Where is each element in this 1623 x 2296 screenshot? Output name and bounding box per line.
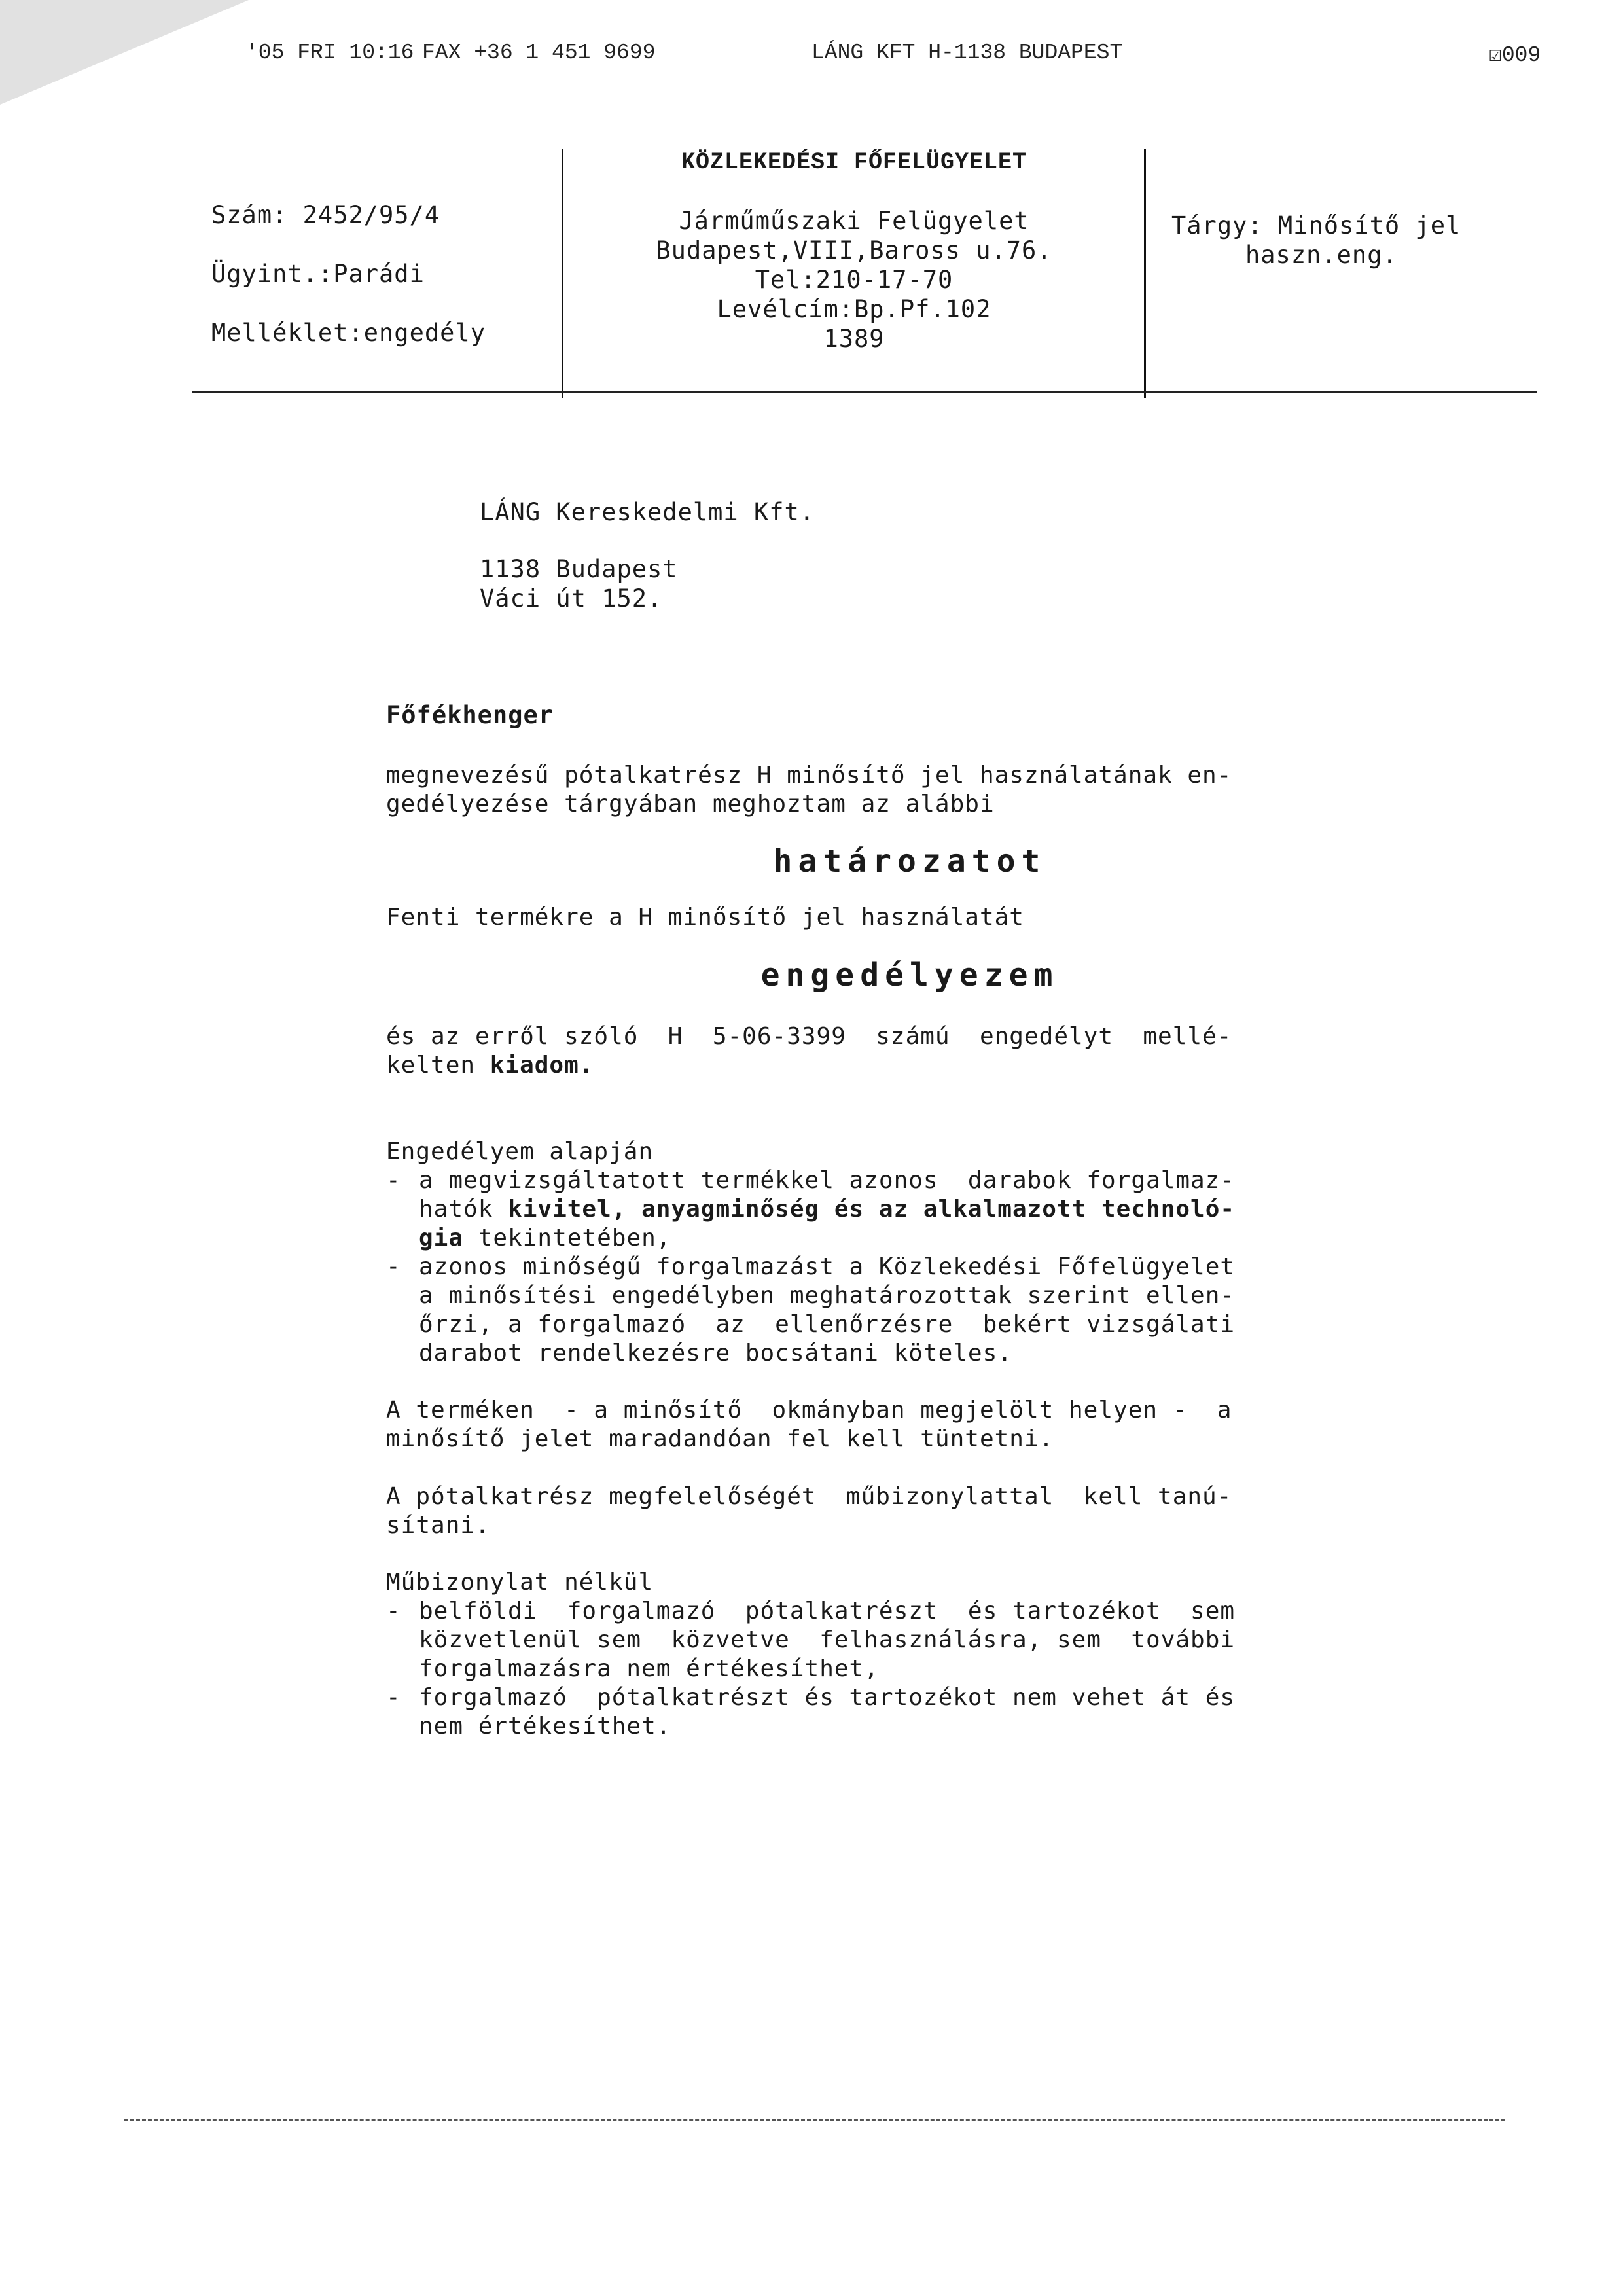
basis-item-1 [386, 1166, 1433, 1253]
issue-line-2-text: kelten [386, 1052, 490, 1079]
without-item-1-line-2: közvetlenül sem közvetve felhasználásra, sem további [419, 1626, 1236, 1653]
without-item-1-line-3: forgalmazásra nem értékesíthet, [419, 1655, 879, 1682]
statement-line: Fenti termékre a H minősítő jel használatát [386, 904, 1024, 931]
agency-mail: Levélcím:Bp.Pf.102 [717, 295, 991, 323]
issue-line-2-bold: kiadom. [490, 1052, 594, 1079]
letterhead-bottom-rule [192, 391, 1537, 393]
intro-line-1: megnevezésű pótalkatrész H minősítő jel használatának en- [386, 762, 1232, 789]
basis-item-1-line-2-bold: kivitel, anyagminőség és az alkalmazott technoló- [508, 1196, 1236, 1223]
conformity-line-1: A pótalkatrész megfelelőségét műbizonylattal kell tanú- [386, 1483, 1232, 1510]
fax-sender: LÁNG KFT H-1138 BUDAPEST [812, 41, 1123, 65]
letterhead-divider-left [562, 149, 563, 398]
issue-line-1: és az erről szóló H 5-06-3399 számú engedélyt mellé- [386, 1023, 1232, 1050]
product-name: Főfékhenger [386, 701, 554, 729]
list-dash: - [386, 1253, 401, 1280]
subject-line-2: haszn.eng. [1245, 241, 1398, 269]
list-dash: - [386, 1684, 401, 1711]
letterhead-divider-right [1144, 149, 1146, 398]
fax-page-mark: ☑009 [1489, 43, 1541, 67]
basis-item-1-line-3 [419, 1224, 1235, 1253]
basis-list [386, 1166, 1433, 1368]
decision-heading: határozatot [773, 843, 1046, 880]
marking-line-2: minősítő jelet maradandóan fel kell tüntetni. [386, 1426, 1054, 1452]
department: Járműműszaki Felügyelet [679, 207, 1029, 235]
basis-heading-text: Engedélyem alapján [386, 1138, 654, 1165]
scan-corner-shadow [0, 0, 249, 105]
agency-postcode: 1389 [823, 325, 885, 353]
conformity-line-2: sítani. [386, 1512, 490, 1539]
subject-line-1: Tárgy: Minősítő jel [1171, 211, 1461, 240]
basis-item-2-line-3: őrzi, a forgalmazó az ellenőrzésre bekért vizsgálati [419, 1311, 1236, 1338]
agency-name: KÖZLEKEDÉSI FŐFELÜGYELET [681, 149, 1027, 175]
clerk: Ügyint.:Parádi [211, 260, 425, 288]
verb-heading: engedélyezem [760, 957, 1059, 994]
basis-item-1-line-2-text: hatók [419, 1196, 508, 1223]
statement-paragraph [386, 903, 1433, 932]
recipient-street: Váci út 152. [480, 584, 663, 613]
basis-item-2-line-2: a minősítési engedélyben meghatározottak szerint ellen- [419, 1282, 1236, 1309]
without-item-1 [386, 1597, 1433, 1683]
ref-number: Szám: 2452/95/4 [211, 201, 440, 229]
agency-address: Budapest,VIII,Baross u.76. [656, 236, 1052, 264]
list-dash: - [386, 1598, 401, 1624]
recipient-city: 1138 Budapest [480, 555, 678, 583]
fax-number: FAX +36 1 451 9699 [422, 41, 656, 65]
without-item-2-line-1: forgalmazó pótalkatrészt és tartozékot nem vehet át és [419, 1684, 1236, 1711]
basis-item-1-line-3-bold: gia [419, 1225, 464, 1251]
without-item-2 [386, 1683, 1433, 1741]
basis-item-1-line-2 [419, 1195, 1235, 1224]
basis-item-2-line-1: azonos minőségű forgalmazást a Közlekedési Főfelügyelet [419, 1253, 1236, 1280]
basis-heading [386, 1138, 1433, 1166]
issue-line-2 [386, 1051, 1433, 1080]
fax-tear-line [124, 2119, 1505, 2123]
without-item-2-line-2: nem értékesíthet. [419, 1713, 671, 1740]
issue-paragraph [386, 1022, 1433, 1080]
fax-header [245, 41, 1574, 71]
marking-line-1: A terméken - a minősítő okmányban megjelölt helyen - a [386, 1397, 1232, 1424]
basis-item-1-line-3-text: tekintetében, [463, 1225, 671, 1251]
marking-paragraph [386, 1396, 1433, 1454]
basis-item-1-line-1: a megvizsgáltatott termékkel azonos darabok forgalmaz- [419, 1167, 1236, 1194]
fax-date-time: '05 FRI 10:16 [245, 41, 414, 65]
intro-line-2: gedélyezése tárgyában meghoztam az alábbi [386, 791, 995, 817]
recipient-name: LÁNG Kereskedelmi Kft. [480, 498, 815, 526]
without-item-1-line-1: belföldi forgalmazó pótalkatrészt és tartozékot sem [419, 1598, 1236, 1624]
list-dash: - [386, 1167, 401, 1194]
attachment: Melléklet:engedély [211, 319, 486, 347]
agency-phone: Tel:210-17-70 [755, 266, 954, 294]
without-list [386, 1597, 1433, 1741]
conformity-paragraph [386, 1482, 1433, 1540]
basis-item-2 [386, 1253, 1433, 1368]
without-heading [386, 1568, 1433, 1597]
intro-paragraph [386, 761, 1433, 819]
basis-item-2-line-4: darabot rendelkezésre bocsátani köteles. [419, 1340, 1012, 1367]
without-heading-text: Műbizonylat nélkül [386, 1569, 654, 1596]
